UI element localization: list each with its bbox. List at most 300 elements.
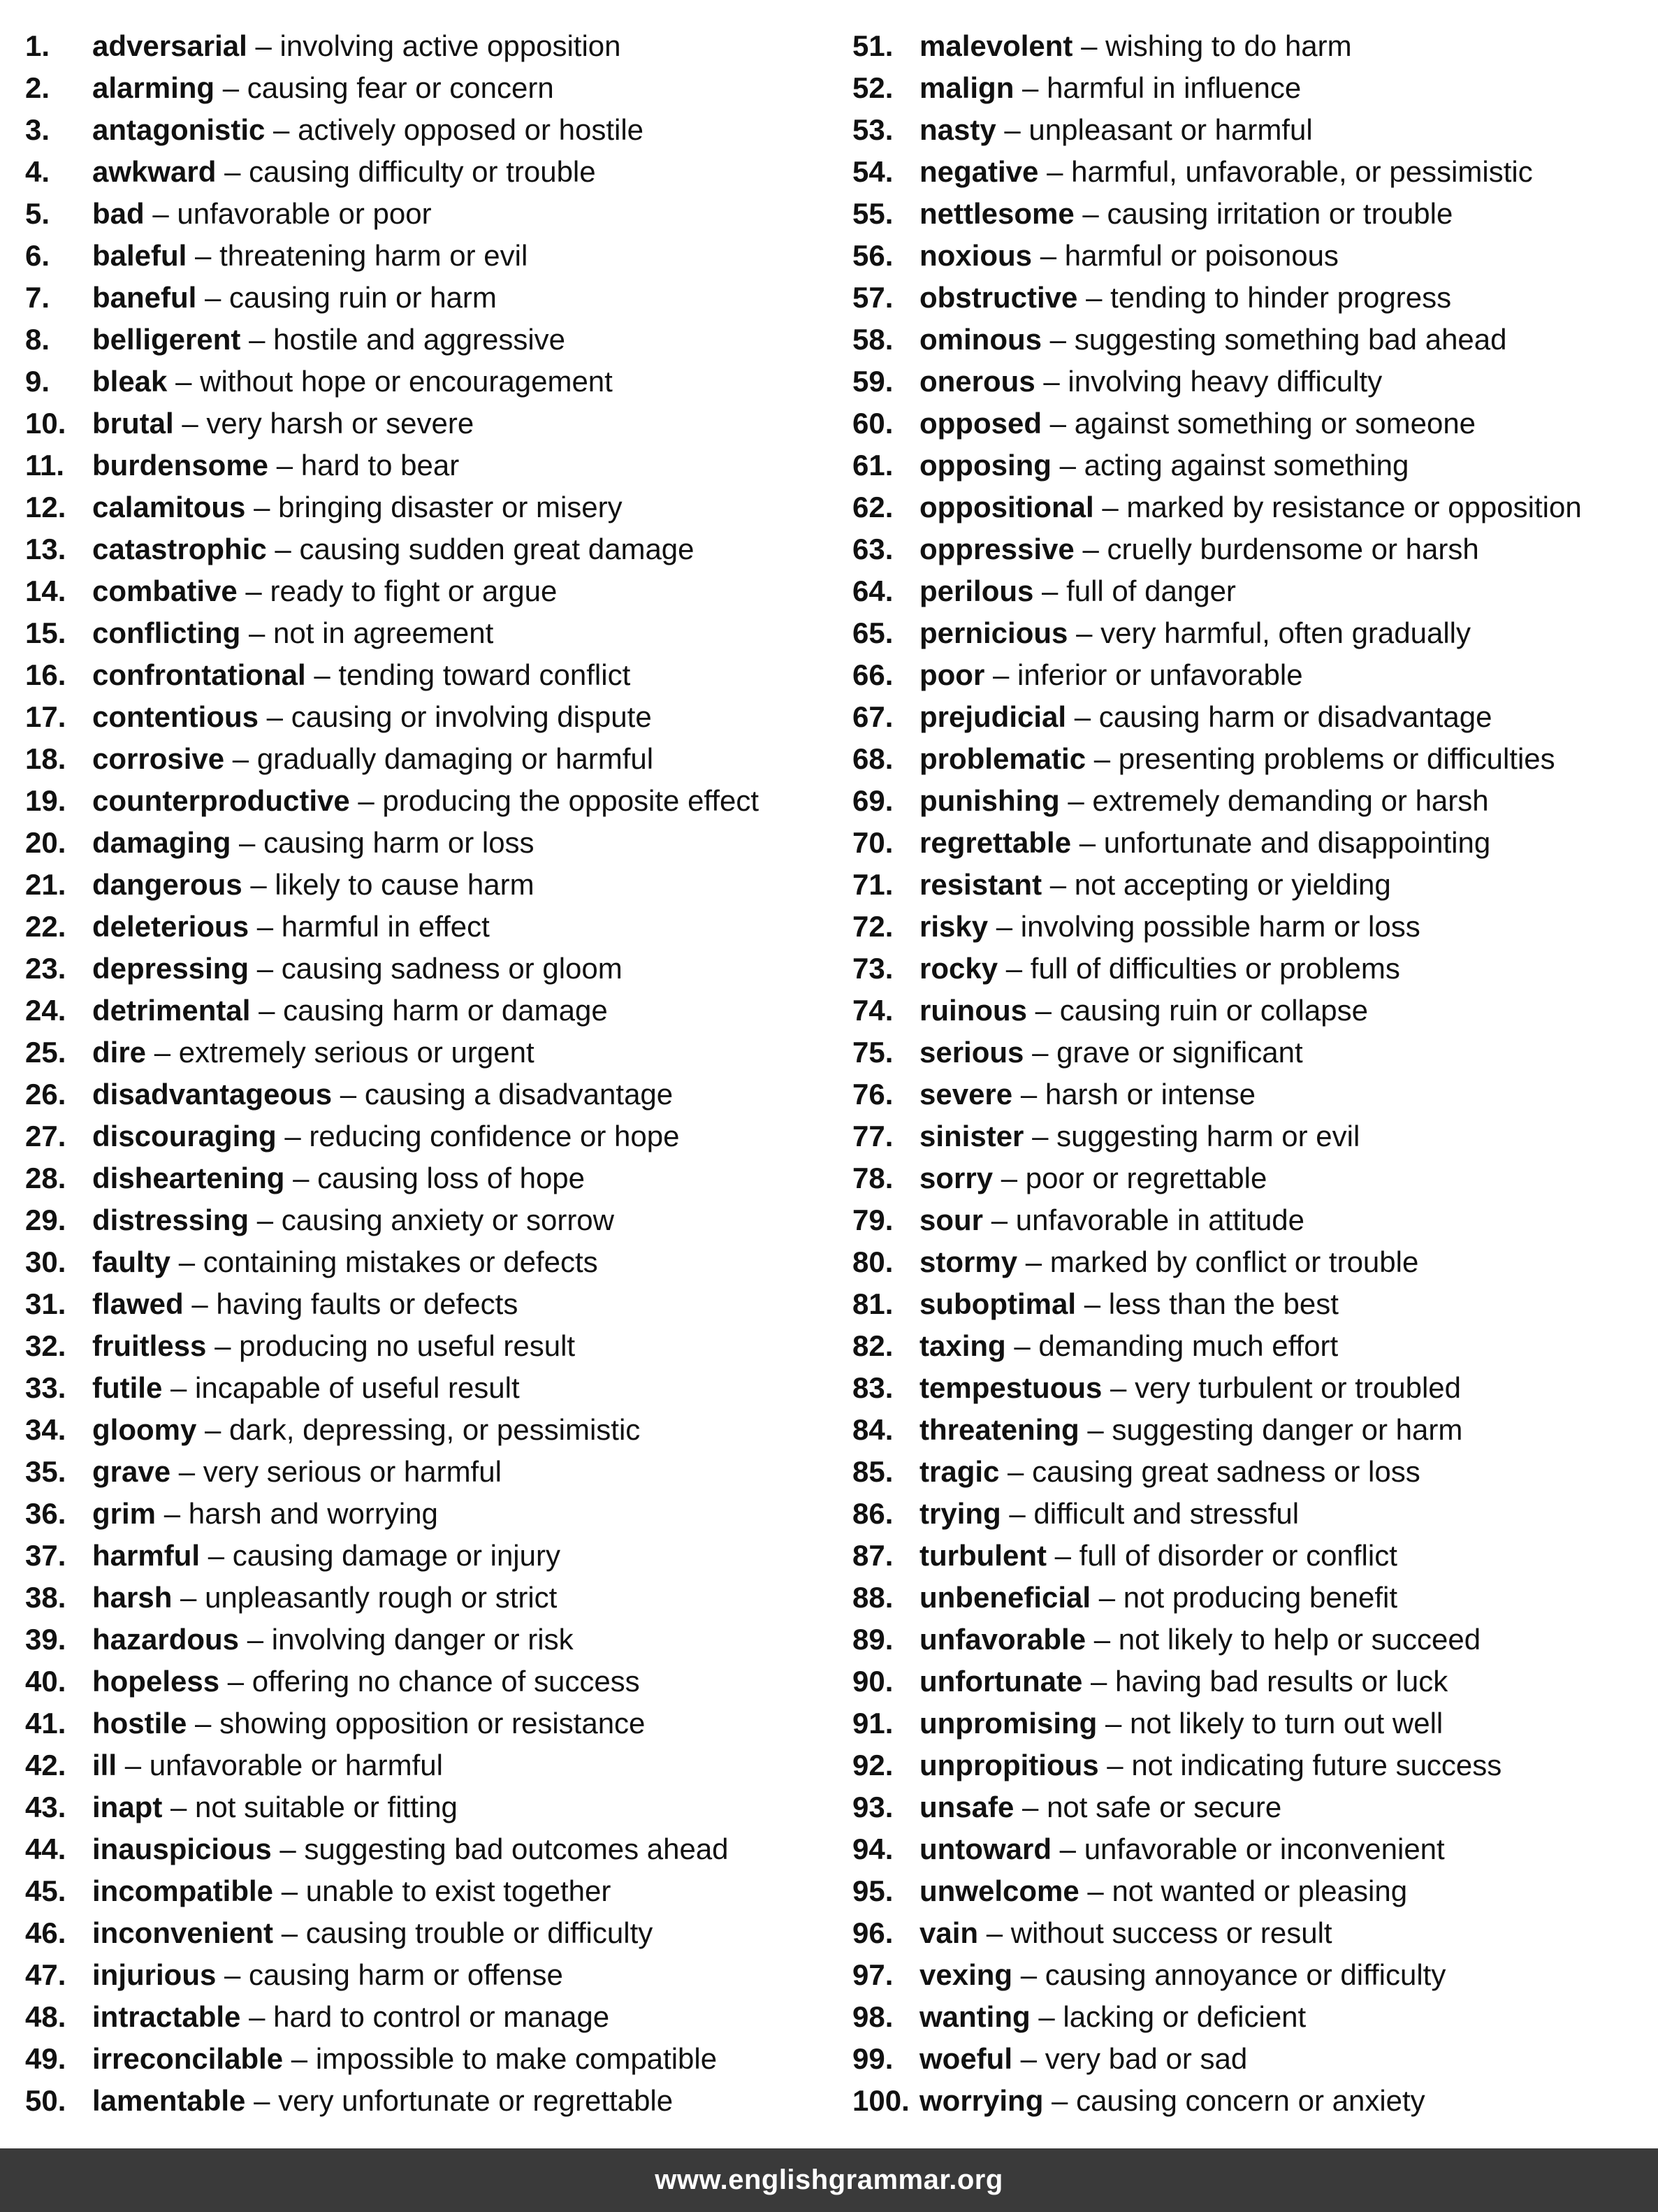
- item-number: 91.: [852, 1707, 894, 1740]
- item-definition: bringing disaster or misery: [278, 491, 623, 523]
- item-body: [919, 1870, 1407, 1912]
- item-separator: –: [1052, 2084, 1068, 2117]
- item-separator: –: [182, 407, 198, 440]
- item-body: [919, 1954, 1446, 1996]
- item-definition: inferior or unfavorable: [1017, 658, 1303, 691]
- item-separator: –: [195, 239, 212, 272]
- item-separator: –: [1049, 323, 1067, 356]
- item-separator: –: [1008, 1455, 1024, 1488]
- item-number: 46.: [25, 1916, 66, 1949]
- list-item: [25, 1325, 829, 1367]
- item-definition: causing ruin or collapse: [1059, 994, 1368, 1027]
- item-definition: producing no useful result: [239, 1329, 576, 1362]
- item-body: [919, 738, 1555, 780]
- list-item: [25, 822, 829, 864]
- item-body: [919, 2038, 1247, 2080]
- list-item: [25, 612, 829, 654]
- item-separator: –: [284, 1120, 301, 1152]
- item-separator: –: [1059, 449, 1076, 482]
- item-definition: not in agreement: [273, 616, 494, 649]
- item-separator: –: [1076, 616, 1093, 649]
- list-item: [25, 1535, 829, 1577]
- item-separator: –: [1110, 1371, 1127, 1404]
- item-word: hostile: [92, 1707, 187, 1740]
- item-word: stormy: [919, 1245, 1018, 1278]
- list-item: [25, 1870, 829, 1912]
- list-item: [25, 1409, 829, 1451]
- list-item: [25, 1283, 829, 1325]
- item-word: opposing: [919, 449, 1052, 482]
- item-separator: –: [1082, 533, 1099, 565]
- item-word: malign: [919, 71, 1015, 104]
- item-body: [92, 1493, 438, 1535]
- item-number: 68.: [852, 742, 894, 775]
- item-word: unfavorable: [919, 1623, 1086, 1656]
- item-definition: unfavorable in attitude: [1015, 1203, 1305, 1236]
- item-number: 31.: [25, 1287, 66, 1320]
- list-item: [25, 780, 829, 822]
- list-item: [25, 1032, 829, 1074]
- item-number: 97.: [852, 1958, 894, 1991]
- item-separator: –: [1032, 1036, 1049, 1069]
- item-word: hopeless: [92, 1665, 220, 1698]
- item-definition: suggesting danger or harm: [1112, 1413, 1463, 1446]
- list-item: [852, 822, 1656, 864]
- item-body: [92, 1661, 640, 1703]
- item-separator: –: [1043, 365, 1060, 398]
- list-item: [25, 151, 829, 193]
- item-body: [919, 1074, 1256, 1115]
- item-separator: –: [1004, 113, 1021, 146]
- item-definition: unfortunate and disappointing: [1103, 826, 1491, 859]
- item-definition: causing or involving dispute: [291, 700, 652, 733]
- item-definition: unfavorable or harmful: [149, 1749, 443, 1781]
- item-separator: –: [227, 1665, 245, 1698]
- item-definition: causing sudden great damage: [299, 533, 695, 565]
- item-body: [919, 1786, 1281, 1828]
- item-body: [919, 1912, 1332, 1954]
- item-definition: not likely to turn out well: [1130, 1707, 1444, 1740]
- item-body: [919, 1157, 1267, 1199]
- item-number: 77.: [852, 1120, 894, 1152]
- item-word: onerous: [919, 365, 1035, 398]
- item-definition: extremely serious or urgent: [178, 1036, 535, 1069]
- item-definition: unfavorable or inconvenient: [1084, 1833, 1445, 1865]
- item-word: unpropitious: [919, 1749, 1099, 1781]
- item-separator: –: [178, 1245, 196, 1278]
- item-separator: –: [281, 1874, 298, 1907]
- item-definition: without success or result: [1010, 1916, 1332, 1949]
- item-body: [92, 906, 490, 948]
- item-definition: presenting problems or difficulties: [1118, 742, 1555, 775]
- list-item: [25, 1996, 829, 2038]
- item-word: malevolent: [919, 29, 1073, 62]
- item-number: 98.: [852, 2000, 894, 2033]
- item-body: [92, 1996, 609, 2038]
- item-separator: –: [1049, 407, 1067, 440]
- item-number: 8.: [25, 323, 50, 356]
- item-separator: –: [178, 1455, 196, 1488]
- item-number: 79.: [852, 1203, 894, 1236]
- item-body: [919, 1703, 1443, 1744]
- item-body: [92, 319, 565, 361]
- item-definition: causing sadness or gloom: [281, 952, 623, 985]
- item-definition: having faults or defects: [216, 1287, 518, 1320]
- item-number: 35.: [25, 1455, 66, 1488]
- item-separator: –: [180, 1581, 197, 1614]
- item-separator: –: [254, 2084, 270, 2117]
- item-body: [919, 948, 1400, 990]
- item-number: 50.: [25, 2084, 66, 2117]
- list-item: [25, 948, 829, 990]
- item-number: 54.: [852, 155, 894, 188]
- list-item: [852, 1074, 1656, 1115]
- item-body: [919, 2080, 1425, 2122]
- item-number: 3.: [25, 113, 50, 146]
- list-item: [25, 1115, 829, 1157]
- item-number: 58.: [852, 323, 894, 356]
- list-item: [852, 1283, 1656, 1325]
- item-body: [92, 654, 630, 696]
- item-number: 32.: [25, 1329, 66, 1362]
- item-definition: harmful or poisonous: [1064, 239, 1339, 272]
- item-word: grave: [92, 1455, 171, 1488]
- item-definition: offering no chance of success: [252, 1665, 640, 1698]
- item-number: 22.: [25, 910, 66, 943]
- item-separator: –: [1079, 826, 1096, 859]
- list-item: [25, 654, 829, 696]
- item-separator: –: [249, 2000, 266, 2033]
- item-separator: –: [1081, 29, 1098, 62]
- item-number: 75.: [852, 1036, 894, 1069]
- item-separator: –: [256, 910, 274, 943]
- item-number: 39.: [25, 1623, 66, 1656]
- item-word: futile: [92, 1371, 163, 1404]
- item-separator: –: [205, 1413, 221, 1446]
- item-number: 6.: [25, 239, 50, 272]
- item-separator: –: [224, 155, 241, 188]
- item-definition: full of disorder or conflict: [1079, 1539, 1397, 1572]
- list-item: [852, 1744, 1656, 1786]
- item-definition: marked by resistance or opposition: [1126, 491, 1582, 523]
- item-body: [919, 780, 1489, 822]
- item-body: [919, 1451, 1420, 1493]
- item-word: ruinous: [919, 994, 1027, 1027]
- item-number: 55.: [852, 197, 894, 230]
- item-number: 84.: [852, 1413, 894, 1446]
- item-separator: –: [255, 29, 272, 62]
- list-item: [852, 570, 1656, 612]
- item-separator: –: [1059, 1833, 1077, 1865]
- item-word: unsafe: [919, 1791, 1015, 1823]
- item-body: [92, 1870, 611, 1912]
- item-separator: –: [1020, 2042, 1038, 2075]
- item-number: 26.: [25, 1078, 66, 1111]
- item-definition: causing loss of hope: [317, 1162, 586, 1194]
- item-number: 20.: [25, 826, 66, 859]
- item-body: [919, 1744, 1501, 1786]
- item-separator: –: [124, 1749, 142, 1781]
- item-body: [919, 1367, 1461, 1409]
- item-word: sorry: [919, 1162, 994, 1194]
- list-item: [852, 1828, 1656, 1870]
- list-item: [25, 1493, 829, 1535]
- item-definition: very harmful, often gradually: [1100, 616, 1471, 649]
- list-item: [852, 1912, 1656, 1954]
- list-item: [25, 1367, 829, 1409]
- item-definition: causing damage or injury: [232, 1539, 560, 1572]
- list-item: [852, 2038, 1656, 2080]
- list-item: [25, 25, 829, 67]
- item-number: 82.: [852, 1329, 894, 1362]
- item-word: pernicious: [919, 616, 1068, 649]
- item-body: [919, 319, 1507, 361]
- item-word: baleful: [92, 239, 187, 272]
- list-item: [25, 570, 829, 612]
- item-body: [919, 1115, 1360, 1157]
- item-body: [92, 2080, 673, 2122]
- item-definition: without hope or encouragement: [200, 365, 613, 398]
- item-word: turbulent: [919, 1539, 1047, 1572]
- list-item: [852, 403, 1656, 444]
- item-separator: –: [1009, 1497, 1026, 1530]
- item-word: poor: [919, 658, 985, 691]
- list-item: [852, 1409, 1656, 1451]
- item-body: [92, 864, 535, 906]
- item-word: calamitous: [92, 491, 246, 523]
- item-definition: involving danger or risk: [271, 1623, 574, 1656]
- item-word: dangerous: [92, 868, 242, 901]
- item-word: confrontational: [92, 658, 306, 691]
- item-number: 16.: [25, 658, 66, 691]
- item-number: 61.: [852, 449, 894, 482]
- list-item: [25, 1074, 829, 1115]
- item-number: 5.: [25, 197, 50, 230]
- item-body: [92, 990, 608, 1032]
- item-word: sinister: [919, 1120, 1024, 1152]
- list-item: [25, 738, 829, 780]
- list-item: [25, 864, 829, 906]
- item-number: 21.: [25, 868, 66, 901]
- item-definition: ready to fight or argue: [270, 574, 558, 607]
- item-body: [919, 193, 1453, 235]
- item-definition: dark, depressing, or pessimistic: [229, 1413, 641, 1446]
- item-number: 9.: [25, 365, 50, 398]
- item-number: 63.: [852, 533, 894, 565]
- list-item: [852, 1115, 1656, 1157]
- item-definition: causing ruin or harm: [229, 281, 497, 314]
- item-separator: –: [1022, 1791, 1039, 1823]
- list-item: [25, 444, 829, 486]
- item-number: 87.: [852, 1539, 894, 1572]
- item-word: obstructive: [919, 281, 1078, 314]
- item-word: prejudicial: [919, 700, 1067, 733]
- item-separator: –: [249, 323, 266, 356]
- item-body: [919, 612, 1471, 654]
- item-word: brutal: [92, 407, 174, 440]
- item-body: [919, 1619, 1481, 1661]
- item-body: [92, 1535, 560, 1577]
- item-definition: threatening harm or evil: [219, 239, 528, 272]
- item-body: [92, 2038, 717, 2080]
- item-number: 83.: [852, 1371, 894, 1404]
- item-body: [92, 1786, 458, 1828]
- item-definition: unpleasantly rough or strict: [205, 1581, 558, 1614]
- item-word: lamentable: [92, 2084, 246, 2117]
- item-body: [919, 528, 1479, 570]
- item-separator: –: [996, 910, 1013, 943]
- word-list: [0, 25, 1658, 2115]
- item-definition: suggesting harm or evil: [1056, 1120, 1360, 1152]
- item-definition: grave or significant: [1056, 1036, 1303, 1069]
- item-separator: –: [1040, 239, 1057, 272]
- item-number: 56.: [852, 239, 894, 272]
- item-separator: –: [1105, 1707, 1122, 1740]
- item-separator: –: [1098, 1581, 1116, 1614]
- item-number: 28.: [25, 1162, 66, 1194]
- item-number: 60.: [852, 407, 894, 440]
- item-body: [92, 361, 613, 403]
- list-item: [25, 1577, 829, 1619]
- item-body: [92, 277, 497, 319]
- item-body: [92, 1283, 518, 1325]
- item-body: [919, 1493, 1299, 1535]
- item-body: [92, 822, 535, 864]
- item-separator: –: [152, 197, 169, 230]
- list-item: [25, 193, 829, 235]
- list-item: [852, 67, 1656, 109]
- item-body: [919, 67, 1301, 109]
- item-number: 66.: [852, 658, 894, 691]
- item-word: corrosive: [92, 742, 225, 775]
- item-separator: –: [1107, 1749, 1123, 1781]
- item-word: sour: [919, 1203, 984, 1236]
- list-item: [852, 738, 1656, 780]
- item-definition: unfavorable or poor: [177, 197, 432, 230]
- item-word: hazardous: [92, 1623, 240, 1656]
- item-definition: very turbulent or troubled: [1135, 1371, 1461, 1404]
- item-body: [919, 1283, 1339, 1325]
- item-word: nasty: [919, 113, 996, 146]
- item-number: 7.: [25, 281, 50, 314]
- item-word: combative: [92, 574, 238, 607]
- list-item: [852, 109, 1656, 151]
- list-item: [852, 696, 1656, 738]
- list-item: [852, 1241, 1656, 1283]
- item-definition: harmful, unfavorable, or pessimistic: [1071, 155, 1533, 188]
- list-item: [25, 1451, 829, 1493]
- item-definition: wishing to do harm: [1105, 29, 1352, 62]
- item-separator: –: [992, 658, 1010, 691]
- item-definition: causing trouble or difficulty: [305, 1916, 653, 1949]
- item-separator: –: [232, 742, 249, 775]
- item-separator: –: [291, 2042, 308, 2075]
- item-word: negative: [919, 155, 1039, 188]
- item-number: 73.: [852, 952, 894, 985]
- item-body: [92, 1199, 614, 1241]
- item-number: 78.: [852, 1162, 894, 1194]
- item-word: resistant: [919, 868, 1042, 901]
- list-item: [852, 1451, 1656, 1493]
- item-separator: –: [250, 868, 267, 901]
- item-definition: tending to hinder progress: [1110, 281, 1452, 314]
- list-item: [852, 25, 1656, 67]
- item-definition: causing anxiety or sorrow: [281, 1203, 614, 1236]
- item-definition: causing fear or concern: [247, 71, 554, 104]
- item-definition: impossible to make compatible: [315, 2042, 718, 2075]
- item-definition: harmful in effect: [281, 910, 490, 943]
- item-number: 51.: [852, 29, 894, 62]
- list-item: [25, 1703, 829, 1744]
- item-definition: hard to bear: [300, 449, 460, 482]
- item-definition: causing concern or anxiety: [1076, 2084, 1425, 2117]
- item-body: [92, 1241, 598, 1283]
- item-separator: –: [249, 616, 266, 649]
- item-definition: causing harm or disadvantage: [1098, 700, 1492, 733]
- item-word: deleterious: [92, 910, 249, 943]
- item-body: [919, 696, 1492, 738]
- list-item: [25, 277, 829, 319]
- item-body: [919, 444, 1409, 486]
- list-item: [852, 319, 1656, 361]
- item-word: fruitless: [92, 1329, 207, 1362]
- item-separator: –: [163, 1497, 181, 1530]
- item-body: [92, 948, 623, 990]
- item-number: 59.: [852, 365, 894, 398]
- item-definition: causing harm or loss: [263, 826, 535, 859]
- item-body: [919, 403, 1476, 444]
- item-body: [919, 570, 1236, 612]
- item-number: 57.: [852, 281, 894, 314]
- item-body: [919, 1577, 1397, 1619]
- item-separator: –: [1005, 952, 1023, 985]
- item-separator: –: [256, 1203, 274, 1236]
- item-number: 89.: [852, 1623, 894, 1656]
- item-separator: –: [1087, 1413, 1104, 1446]
- item-word: irreconcilable: [92, 2042, 284, 2075]
- item-separator: –: [275, 533, 291, 565]
- item-word: tempestuous: [919, 1371, 1103, 1404]
- item-definition: not suitable or fitting: [195, 1791, 458, 1823]
- item-number: 12.: [25, 491, 66, 523]
- list-item: [852, 1870, 1656, 1912]
- item-definition: not accepting or yielding: [1074, 868, 1391, 901]
- item-word: vexing: [919, 1958, 1013, 1991]
- item-number: 43.: [25, 1791, 66, 1823]
- item-word: inapt: [92, 1791, 163, 1823]
- item-separator: –: [1001, 1162, 1018, 1194]
- item-word: disadvantageous: [92, 1078, 333, 1111]
- list-item: [25, 696, 829, 738]
- item-separator: –: [986, 1916, 1003, 1949]
- item-number: 80.: [852, 1245, 894, 1278]
- list-item: [852, 906, 1656, 948]
- item-body: [92, 1157, 585, 1199]
- item-body: [919, 1032, 1303, 1074]
- item-body: [92, 25, 621, 67]
- item-word: gloomy: [92, 1413, 197, 1446]
- item-number: 74.: [852, 994, 894, 1027]
- item-separator: –: [247, 1623, 264, 1656]
- item-separator: –: [276, 449, 293, 482]
- item-body: [919, 361, 1382, 403]
- item-body: [919, 151, 1533, 193]
- item-separator: –: [1049, 868, 1067, 901]
- item-number: 40.: [25, 1665, 66, 1698]
- item-definition: not indicating future success: [1131, 1749, 1502, 1781]
- list-item: [25, 990, 829, 1032]
- item-word: perilous: [919, 574, 1034, 607]
